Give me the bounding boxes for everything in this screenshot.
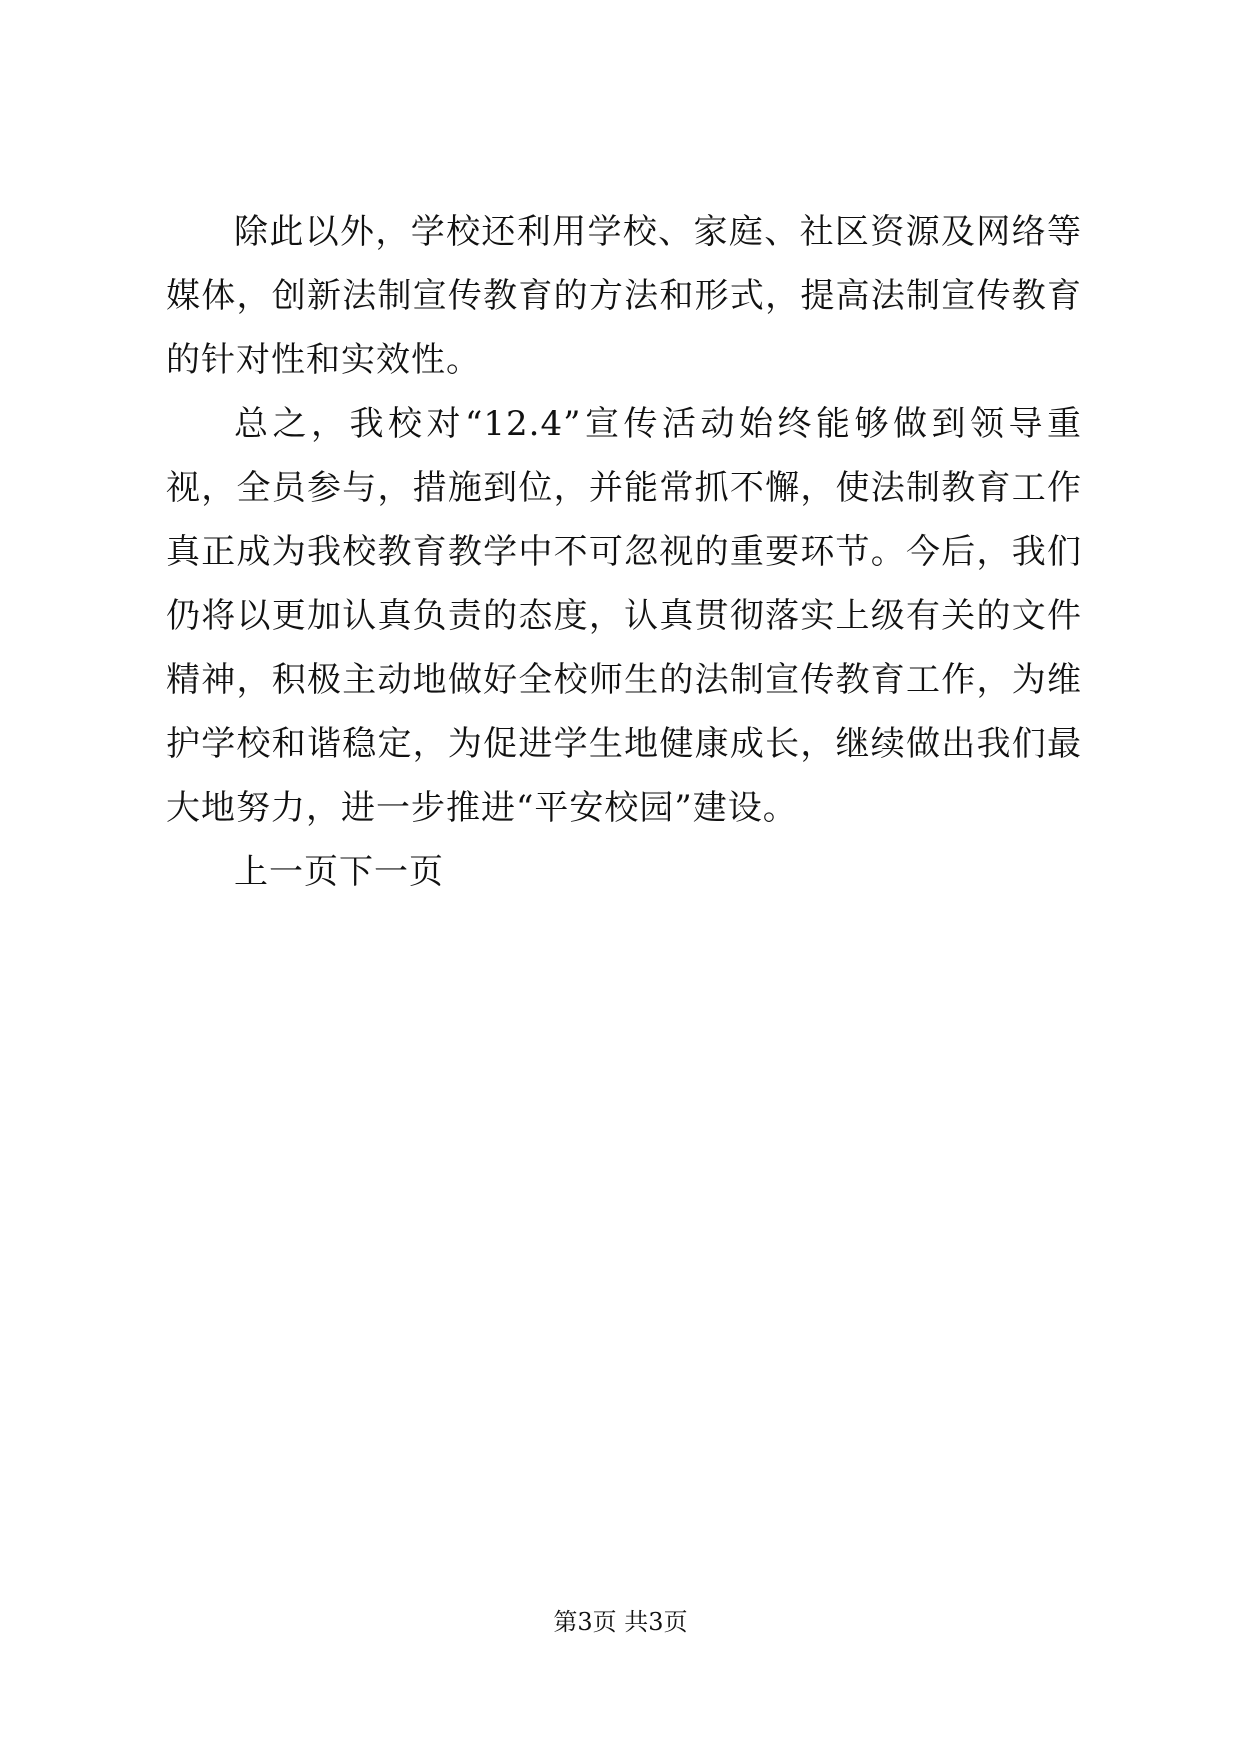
paragraph-2: 总之，我校对“12.4”宣传活动始终能够做到领导重视，全员参与，措施到位，并能常抓不懈，使法制教育工作真正成为我校教育教学中不可忽视的重要环节。今后，我们仍将以更加认真负责的态度，认真贯彻落实上级有关的文件精神，积极主动地做好全校师生的法制宣传教育工作，为维护学校和谐稳定，为促进学生地健康成长，继续做出我们最大地努力，进一步推进“平安校园”建设。 — [166, 404, 1082, 828]
page-navigation — [166, 840, 1082, 904]
page-footer: 第3页 共3页 — [553, 1608, 688, 1636]
next-page-link[interactable]: 下一页 — [339, 852, 444, 892]
document-body — [166, 200, 1082, 904]
paragraph-1: 除此以外，学校还利用学校、家庭、社区资源及网络等媒体，创新法制宣传教育的方法和形式，提高法制宣传教育的针对性和实效性。 — [166, 212, 1082, 380]
prev-page-link[interactable]: 上一页 — [234, 852, 339, 892]
